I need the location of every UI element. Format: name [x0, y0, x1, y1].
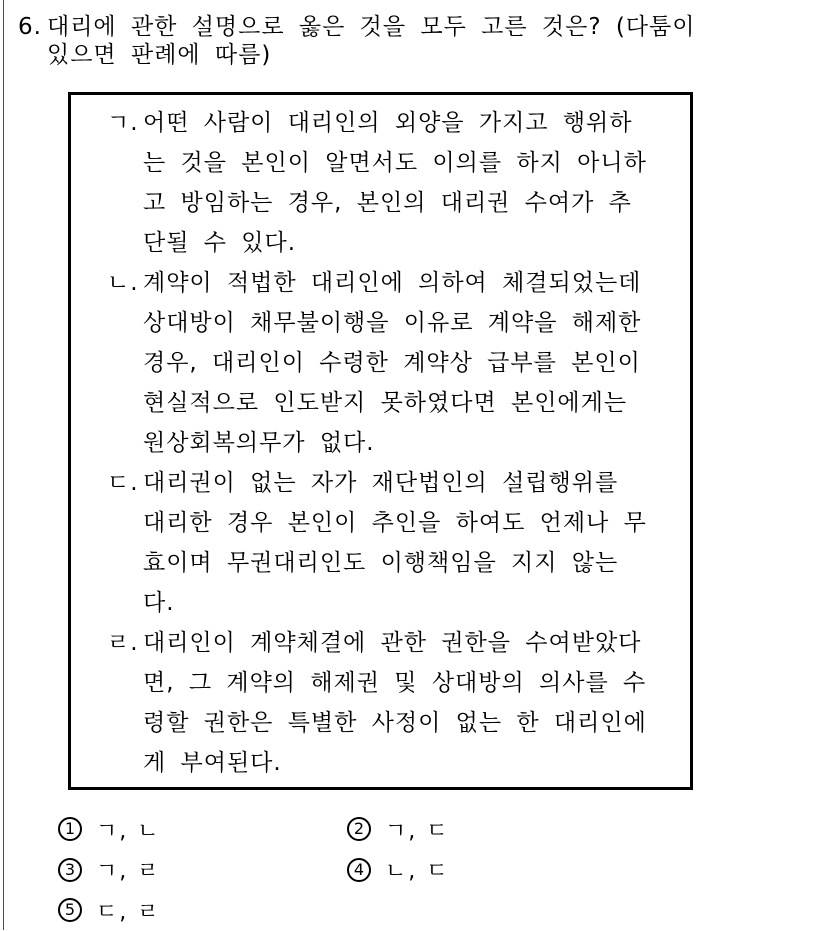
answer-option-2-label: ㄱ, ㄷ: [385, 818, 450, 844]
circled-number-3: 3: [58, 858, 82, 882]
answer-option-3-label: ㄱ, ㄹ: [96, 859, 161, 885]
statement-marker-g: ㄱ.: [107, 110, 139, 136]
circled-number-2: 2: [347, 817, 371, 841]
statement-line: 효이며 무권대리인도 이행책임을 지지 않는: [143, 550, 619, 576]
question-number: 6.: [18, 14, 42, 40]
statement-line: 대리한 경우 본인이 추인을 하여도 언제나 무: [143, 510, 647, 536]
answer-option-1[interactable]: [58, 814, 347, 845]
statement-item-d: [107, 463, 686, 623]
statement-line: 원상회복의무가 없다.: [143, 430, 375, 456]
question-text: [47, 13, 695, 69]
statement-text-g: [143, 103, 686, 263]
statement-item-g: [107, 103, 686, 263]
statement-text-r: [143, 623, 686, 783]
question-text-line-1: 대리에 관한 설명으로 옳은 것을 모두 고른 것은? (다툼이: [47, 14, 696, 40]
statement-line: 현실적으로 인도받지 못하였다면 본인에게는: [143, 390, 628, 416]
statement-line: 는 것을 본인이 알면서도 이의를 하지 아니하: [143, 150, 647, 176]
statement-line: 다.: [143, 590, 175, 616]
answer-option-1-label: ㄱ, ㄴ: [96, 818, 161, 844]
column-divider: [3, 0, 4, 930]
answer-option-5[interactable]: [58, 895, 161, 926]
answer-options-row-2: [58, 850, 718, 891]
statement-line: 계약이 적법한 대리인에 의하여 체결되었는데: [143, 270, 642, 296]
statement-line: 면, 그 계약의 해제권 및 상대방의 의사를 수: [143, 670, 647, 696]
answer-option-3[interactable]: [58, 854, 347, 885]
statement-line: 단될 수 있다.: [143, 230, 297, 256]
statement-line: 고 방임하는 경우, 본인의 대리권 수여가 추: [143, 190, 632, 216]
statement-item-n: [107, 263, 686, 463]
statement-line: 대리권이 없는 자가 재단법인의 설립행위를: [143, 470, 619, 496]
answer-options-row-1: [58, 809, 718, 850]
statements-box: [68, 92, 693, 790]
statement-marker-r: ㄹ.: [107, 630, 139, 656]
answer-options-row-3: [58, 890, 718, 931]
statement-marker-d: ㄷ.: [107, 470, 139, 496]
answer-option-4-label: ㄴ, ㄷ: [385, 859, 450, 885]
circled-number-5: 5: [58, 898, 82, 922]
answer-options: [58, 809, 718, 931]
statement-item-r: [107, 623, 686, 783]
circled-number-1: 1: [58, 817, 82, 841]
statement-text-d: [143, 463, 686, 623]
statement-text-n: [143, 263, 686, 463]
circled-number-4: 4: [347, 858, 371, 882]
answer-option-4[interactable]: [347, 854, 450, 885]
answer-option-5-label: ㄷ, ㄹ: [96, 899, 161, 925]
statement-marker-n: ㄴ.: [107, 270, 139, 296]
statement-line: 대리인이 계약체결에 관한 권한을 수여받았다: [143, 630, 642, 656]
statement-line: 상대방이 채무불이행을 이유로 계약을 해제한: [143, 310, 642, 336]
statement-line: 령할 권한은 특별한 사정이 없는 한 대리인에: [143, 710, 647, 736]
statement-line: 어떤 사람이 대리인의 외양을 가지고 행위하: [143, 110, 633, 136]
question-header: [18, 13, 695, 69]
question-text-line-2: 있으면 판례에 따름): [47, 42, 272, 68]
statement-line: 게 부여된다.: [143, 750, 282, 776]
answer-option-2[interactable]: [347, 814, 450, 845]
statement-line: 경우, 대리인이 수령한 계약상 급부를 본인이: [143, 350, 641, 376]
